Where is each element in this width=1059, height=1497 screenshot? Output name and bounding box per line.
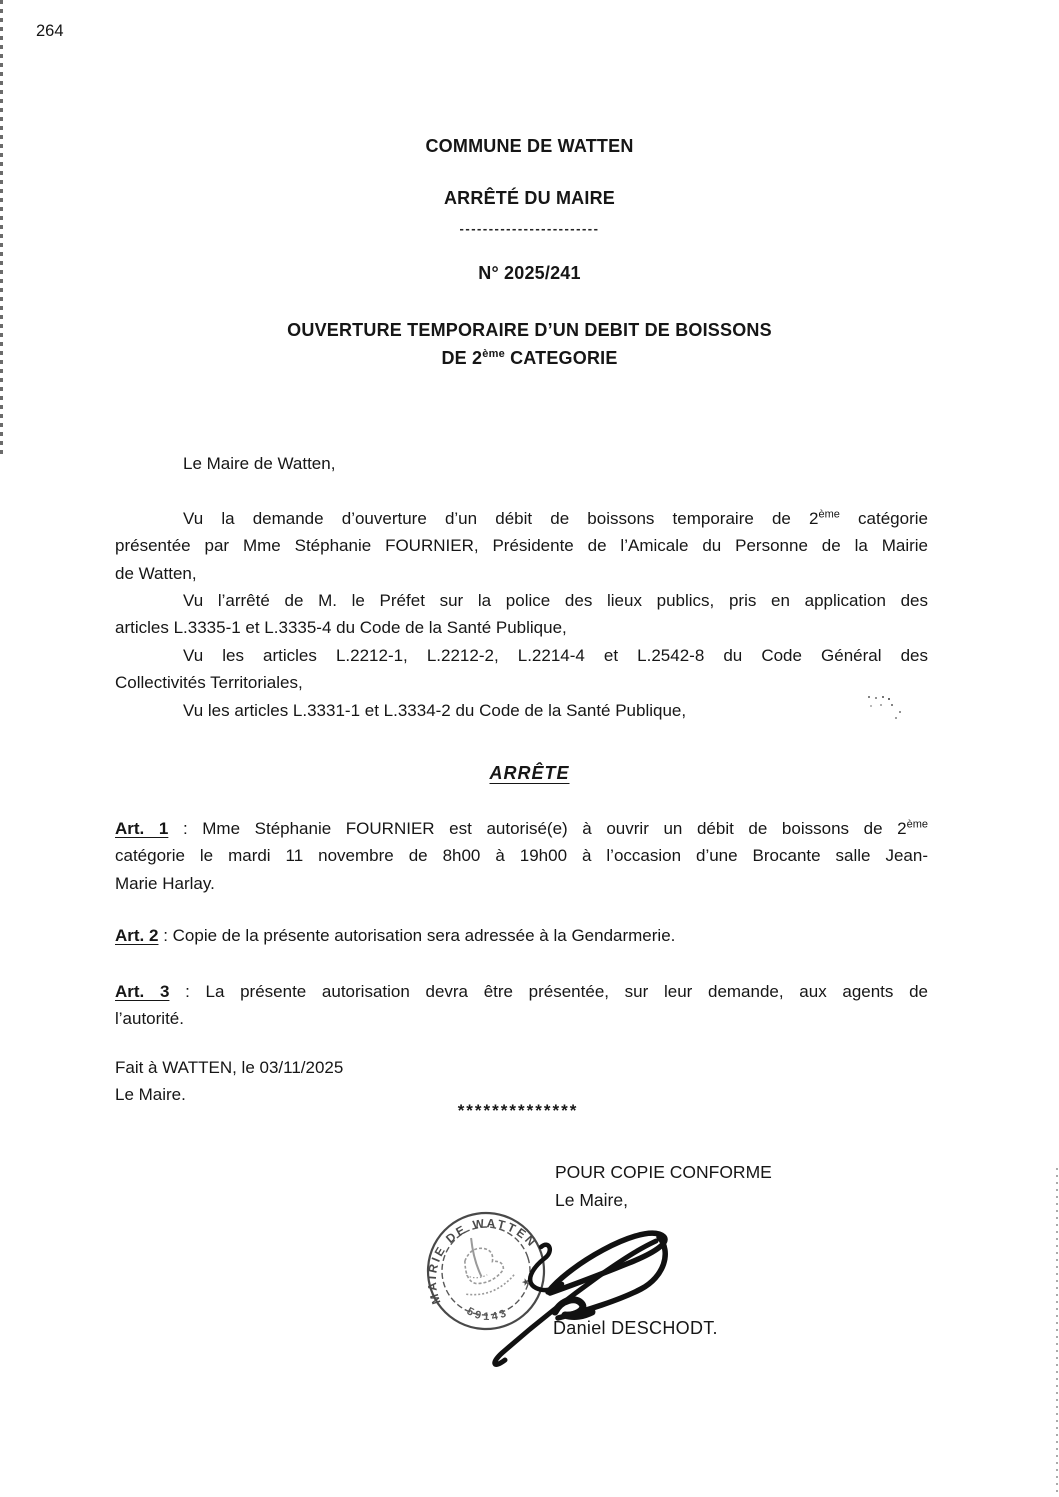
- article-line: Art. 1 : Mme Stéphanie FOURNIER est autorisé(e) à ouvrir un débit de boissons de 2ème: [115, 818, 928, 838]
- stamp-star-icon: ★: [520, 1276, 533, 1290]
- recital-line: Collectivités Territoriales,: [115, 673, 303, 693]
- decision-heading: ARRÊTE: [489, 763, 570, 783]
- article-3: [115, 978, 928, 1033]
- superscript-eme: ème: [906, 818, 928, 831]
- article-line: l’autorité.: [115, 1009, 184, 1029]
- article-line: catégorie le mardi 11 novembre de 8h00 à 19h00 à l’occasion d’une Brocante salle Jean-: [115, 846, 928, 866]
- certification-line2: Le Maire,: [555, 1190, 628, 1210]
- recital-line: Vu la demande d’ouverture d’un débit de boissons temporaire de 2ème catégorie: [183, 508, 928, 528]
- page-number: 264: [36, 22, 64, 40]
- article-label: Art. 1: [115, 819, 169, 838]
- separator-dashes: ------------------------: [459, 221, 600, 236]
- recital-line: articles L.3335-1 et L.3335-4 du Code de la Santé Publique,: [115, 618, 567, 638]
- article-line: Art. 2 : Copie de la présente autorisation sera adressée à la Gendarmerie.: [115, 926, 676, 945]
- article-line: Art. 3 : La présente autorisation devra être présentée, sur leur demande, aux agents de: [115, 982, 928, 1001]
- asterisk-separator: **************: [457, 1101, 579, 1120]
- article-2: [115, 922, 928, 949]
- article-label: Art. 3: [115, 982, 170, 1001]
- signature-scribble: [420, 1190, 760, 1390]
- commune-name: COMMUNE DE WATTEN: [425, 136, 634, 156]
- place-date: Fait à WATTEN, le 03/11/2025: [115, 1058, 344, 1077]
- recital-line: de Watten,: [115, 563, 197, 583]
- recital-line: Vu l’arrêté de M. le Préfet sur la police des lieux publics, pris en application des: [183, 591, 928, 611]
- stamp-text: MAIRIE DE WATTEN: [424, 1216, 540, 1307]
- blank-line: [115, 477, 928, 504]
- subject-title-line1: OUVERTURE TEMPORAIRE D’UN DEBIT DE BOISSONS: [287, 320, 772, 340]
- scan-artifact-right-edge: [1056, 1168, 1058, 1497]
- subject-title-line2: DE 2ème CATEGORIE: [441, 348, 618, 368]
- article-label: Art. 2: [115, 926, 159, 945]
- recital-line: Vu les articles L.3331-1 et L.3334-2 du Code de la Santé Publique,: [183, 700, 687, 720]
- document-title: ARRÊTÉ DU MAIRE: [443, 188, 615, 208]
- signatory-title: Le Maire.: [115, 1085, 186, 1105]
- certification-line1: POUR COPIE CONFORME: [555, 1162, 772, 1182]
- article-line: Marie Harlay.: [115, 873, 215, 893]
- recitals-block: [115, 450, 928, 724]
- recital-line: Vu les articles L.2212-1, L.2212-2, L.2214-4 et L.2542-8 du Code Général des: [183, 645, 928, 665]
- superscript-eme: ème: [818, 508, 840, 521]
- recital-line: présentée par Mme Stéphanie FOURNIER, Présidente de l’Amicale du Personne de la Mairie: [115, 536, 928, 556]
- superscript-eme: ème: [482, 348, 505, 360]
- signer-name: Daniel DESCHODT.: [553, 1318, 718, 1338]
- salutation: Le Maire de Watten,: [183, 454, 336, 473]
- article-1: [115, 815, 928, 897]
- stamp-code: 59143: [464, 1305, 511, 1324]
- document-number: N° 2025/241: [478, 263, 581, 283]
